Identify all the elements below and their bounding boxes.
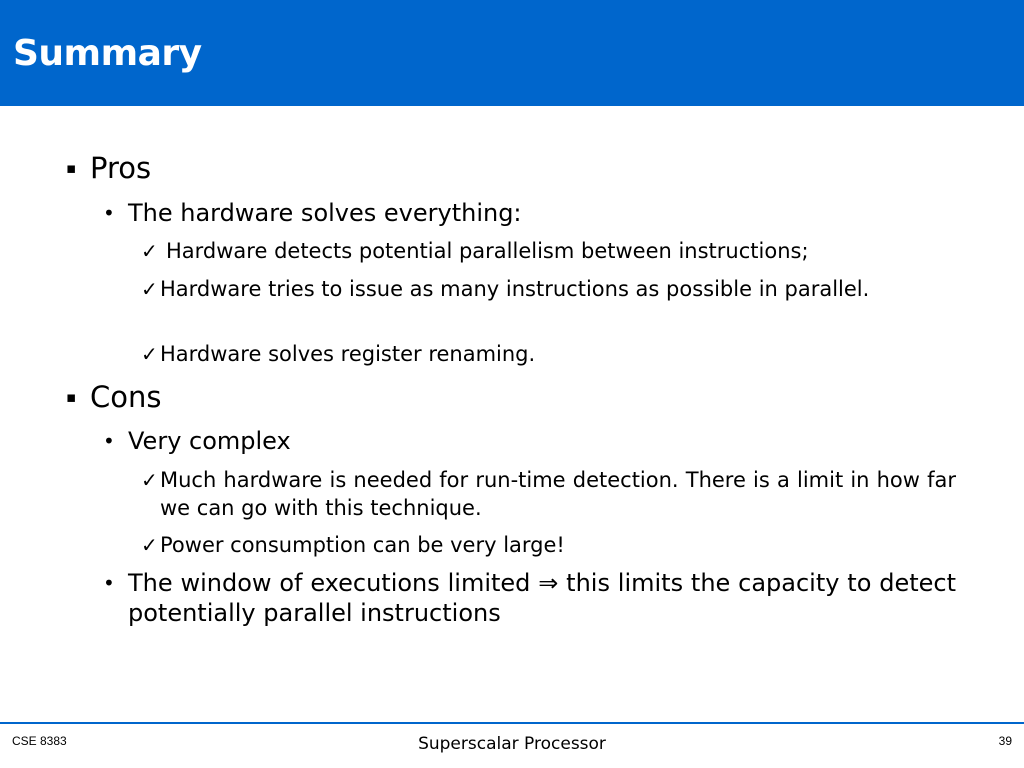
check-item-text: Hardware detects potential parallelism between instructions; — [166, 239, 809, 263]
bullet-window-limited — [103, 568, 956, 628]
square-bullet-icon: ▪ — [66, 388, 77, 406]
footer-topic: Superscalar Processor — [418, 734, 606, 754]
bullet-very-complex — [103, 426, 956, 456]
check-item — [141, 531, 956, 559]
check-item — [141, 237, 956, 265]
checkmark-icon: ✓ — [141, 468, 158, 492]
square-bullet-icon: ▪ — [66, 159, 77, 177]
dot-bullet-icon: • — [103, 429, 115, 453]
check-item-text: Power consumption can be very large! — [160, 533, 565, 557]
checkmark-icon: ✓ — [141, 533, 158, 557]
check-item-text: Hardware tries to issue as many instructions as possible in parallel. — [160, 277, 870, 301]
check-item-text: Hardware solves register renaming. — [160, 342, 536, 366]
check-item — [141, 466, 956, 522]
cons-sub1-label: Very complex — [128, 427, 291, 455]
check-item — [141, 340, 956, 368]
pros-label: Pros — [90, 151, 152, 185]
checkmark-icon: ✓ — [141, 342, 158, 366]
dot-bullet-icon: • — [103, 201, 115, 225]
bullet-pros — [66, 151, 956, 185]
pros-sub-label: The hardware solves everything: — [128, 199, 522, 227]
slide-title: Summary — [13, 33, 202, 74]
bullet-cons — [66, 380, 956, 414]
bullet-hardware-solves — [103, 198, 956, 228]
cons-sub2-label: The window of executions limited ⇒ this limits the capacity to detect potentially parallel instructions — [128, 569, 956, 627]
footer-page-number: 39 — [998, 734, 1012, 748]
dot-bullet-icon: • — [103, 571, 115, 595]
check-item — [141, 275, 956, 303]
checkmark-icon: ✓ — [141, 239, 158, 263]
footer-divider — [0, 722, 1024, 724]
cons-label: Cons — [90, 380, 162, 414]
checkmark-icon: ✓ — [141, 277, 158, 301]
check-item-text: Much hardware is needed for run-time detection. There is a limit in how far we can go with this technique. — [160, 468, 956, 520]
footer-course: CSE 8383 — [12, 734, 67, 748]
